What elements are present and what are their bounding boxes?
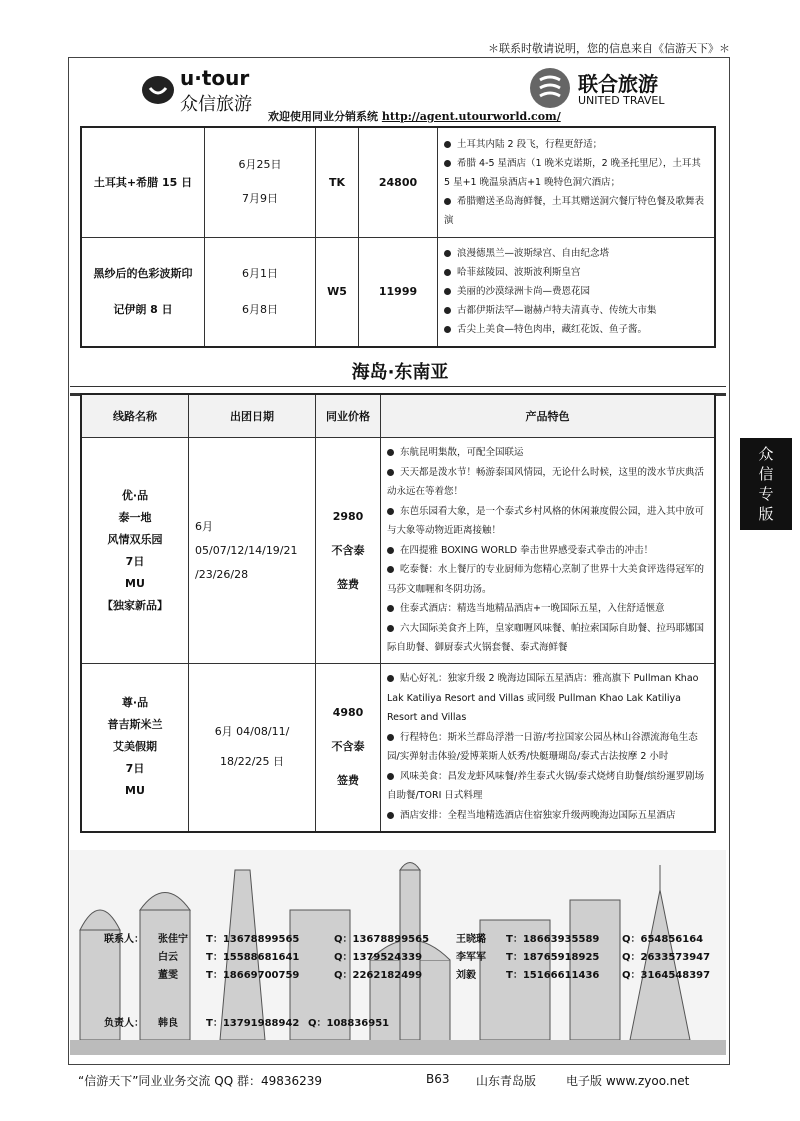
edition: 山东青岛版 (476, 1074, 537, 1088)
manager-qq: Q：108836951 (308, 1018, 390, 1029)
contact-name: 张佳宁 (158, 934, 188, 945)
route-name: 黑纱后的色彩波斯印 记伊朗 8 日 (81, 237, 205, 347)
list-item: 东航昆明集散，可配全国联运 (387, 443, 708, 463)
route-price: 24800 (359, 127, 438, 237)
route-features (381, 438, 716, 664)
route-dates: 6月25日 7月9日 (205, 127, 316, 237)
route-airline: TK (316, 127, 359, 237)
section-title: 海岛·东南亚 (351, 362, 449, 383)
list-item: 土耳其内陆 2 段飞，行程更舒适； (444, 135, 708, 154)
list-item: 希腊 4-5 星酒店（1 晚米克诺斯，2 晚圣托里尼），土耳其 5 星+1 晚温泉酒店+1 晚特色洞穴酒店； (444, 157, 701, 188)
contact-name: 刘毅 (456, 970, 476, 981)
bullet-icon (444, 288, 451, 295)
list-item: 在四提雅 BOXING WORLD 拳击世界感受泰式拳击的冲击！ (387, 541, 708, 561)
bullet-icon (387, 566, 394, 573)
list-item: 东芭乐园看大象，是一个泰式乡村风格的休闲兼度假公园，进入其中放可与大象等动物近距离接触！ (387, 505, 705, 537)
table-row (81, 127, 715, 237)
bullet-icon (444, 307, 451, 314)
table-header-row (81, 394, 715, 438)
header-route-name: 线路名称 (81, 394, 189, 438)
bullet-icon (444, 326, 451, 333)
list-item: 吃泰餐：水上餐厅的专业厨师为您精心烹制了世界十大美食评选得冠军的马莎文咖喱和冬阴功汤。 (387, 564, 705, 595)
route-price: 11999 (359, 237, 438, 347)
route-price: 4980 不含泰 签费 (316, 664, 381, 832)
table-row (81, 664, 715, 832)
contact-tel: T：18765918925 (506, 952, 600, 963)
utour-cn: 众信旅游 (180, 94, 252, 115)
united-travel-en: UNITED TRAVEL (578, 94, 665, 107)
contact-qq: Q：13678899565 (334, 934, 430, 945)
contact-qq: Q：1379524339 (334, 952, 423, 963)
list-item: 浪漫德黑兰—波斯绿宫、自由纪念塔 (444, 244, 708, 263)
united-travel-icon (528, 66, 572, 110)
contact-tel: T：18669700759 (206, 970, 300, 981)
contact-qq: Q：2633573947 (622, 952, 711, 963)
agent-url-link[interactable]: http://agent.utourworld.com/ (381, 110, 561, 123)
list-item: 行程特色：斯米兰群岛浮潜一日游/考拉国家公园丛林山谷漂流海龟生态园/实弹射击体验/爱博莱斯人妖秀/快艇珊瑚岛/泰式古法按摩 2 小时 (387, 731, 698, 763)
list-item: 美丽的沙漠绿洲卡尚—费恩花园 (444, 282, 708, 301)
welcome-text: 欢迎使用同业分销系统 (268, 110, 378, 123)
utour-brand: u·tour (180, 66, 250, 90)
list-item: 希腊赠送圣岛海鲜餐，土耳其赠送洞穴餐厅特色餐及歌舞表演 (444, 195, 705, 226)
bullet-icon (444, 269, 451, 276)
header-dates: 出团日期 (189, 394, 316, 438)
united-travel-cn: 联合旅游 (578, 72, 658, 96)
contact-name: 王晓璐 (456, 934, 486, 945)
bullet-icon (387, 449, 394, 456)
bullet-icon (387, 812, 394, 819)
utour-logo (140, 66, 280, 116)
route-name: 尊·品 普吉斯米兰 艾美假期 7日 MU (81, 664, 189, 832)
route-features (438, 127, 716, 237)
manager-tel: T：13791988942 (206, 1018, 300, 1029)
page-number: B63 (426, 1072, 450, 1086)
qq-group: “信游天下”同业业务交流 QQ 群：49836239 (78, 1074, 323, 1088)
side-tab: 众 信 专 版 (740, 438, 792, 530)
route-features (438, 237, 716, 347)
contact-tel: T：15588681641 (206, 952, 300, 963)
list-item: 酒店安排：全程当地精选酒店住宿独家升级两晚海边国际五星酒店 (387, 806, 708, 826)
contact-qq: Q：654856164 (622, 934, 704, 945)
header-features: 产品特色 (381, 394, 716, 438)
page-footer (78, 1072, 728, 1089)
route-features (381, 664, 716, 832)
table-row (81, 438, 715, 664)
bullet-icon (387, 547, 394, 554)
bullet-icon (387, 469, 394, 476)
bullet-icon (387, 734, 394, 741)
contact-name: 白云 (158, 952, 178, 963)
route-dates: 6月 04/08/11/ 18/22/25 日 (189, 664, 316, 832)
list-item: 风味美食：昌发龙虾风味餐/养生泰式火锅/泰式烧烤自助餐/缤纷暹罗剧场自助餐/TORI 日式料理 (387, 770, 705, 802)
bullet-icon (387, 605, 394, 612)
epub-link[interactable]: 电子版 www.zyoo.net (566, 1074, 690, 1088)
contact-name: 李军军 (456, 952, 486, 963)
europe-routes-table (80, 126, 716, 348)
route-airline: W5 (316, 237, 359, 347)
list-item: 住泰式酒店：精选当地精品酒店+一晚国际五星，入住舒适惬意 (387, 599, 708, 619)
manager-name: 韩良 (158, 1018, 178, 1029)
route-price: 2980 不含泰 签费 (316, 438, 381, 664)
list-item: 贴心好礼：独家升级 2 晚海边国际五星酒店：雅高旗下 Pullman Khao Lak Katiliya Resort and Villas 或同级 Pullman Khao Lak Katiliya Resort and Villas (387, 673, 699, 724)
bullet-icon (444, 198, 451, 205)
island-routes-table (80, 393, 716, 833)
bullet-icon (444, 141, 451, 148)
bullet-icon (444, 160, 451, 167)
route-dates: 6月1日 6月8日 (205, 237, 316, 347)
bullet-icon (387, 773, 394, 780)
manager-label: 负责人： (104, 1018, 144, 1029)
header-price: 同业价格 (316, 394, 381, 438)
contact-name: 董雯 (158, 970, 178, 981)
bullet-icon (387, 625, 394, 632)
route-dates: 6月 05/07/12/14/19/21 /23/26/28 (189, 438, 316, 664)
contact-tel: T：18663935589 (506, 934, 600, 945)
list-item: 舌尖上美食—特色肉串，藏红花饭、鱼子酱。 (444, 320, 708, 339)
contact-qq: Q：2262182499 (334, 970, 423, 981)
bullet-icon (444, 250, 451, 257)
list-item: 天天都是泼水节！畅游泰国风情园，无论什么时候，这里的泼水节庆典活动永远在等着您！ (387, 466, 705, 498)
table-row (81, 237, 715, 347)
list-item: 哈菲兹陵园、波斯波利斯皇宫 (444, 263, 708, 282)
route-name: 优·品 泰一地 风情双乐园 7日 MU 【独家新品】 (81, 438, 189, 664)
source-note: ＊联系时敬请说明，您的信息来自《信游天下》＊ (488, 42, 730, 55)
list-item: 古都伊斯法罕—谢赫卢特夫清真寺、传统大市集 (444, 301, 708, 320)
contact-qq: Q：3164548397 (622, 970, 711, 981)
contact-tel: T：13678899565 (206, 934, 300, 945)
bullet-icon (387, 675, 394, 682)
bullet-icon (387, 508, 394, 515)
welcome-line (268, 108, 561, 124)
contacts-label: 联系人： (104, 934, 144, 945)
route-name: 土耳其+希腊 15 日 (81, 127, 205, 237)
list-item: 六大国际美食齐上阵，皇家咖喱风味餐、帕拉索国际自助餐、拉玛耶娜国际自助餐、御厨泰式火锅套餐、泰式海鲜餐 (387, 622, 705, 654)
contact-tel: T：15166611436 (506, 970, 600, 981)
